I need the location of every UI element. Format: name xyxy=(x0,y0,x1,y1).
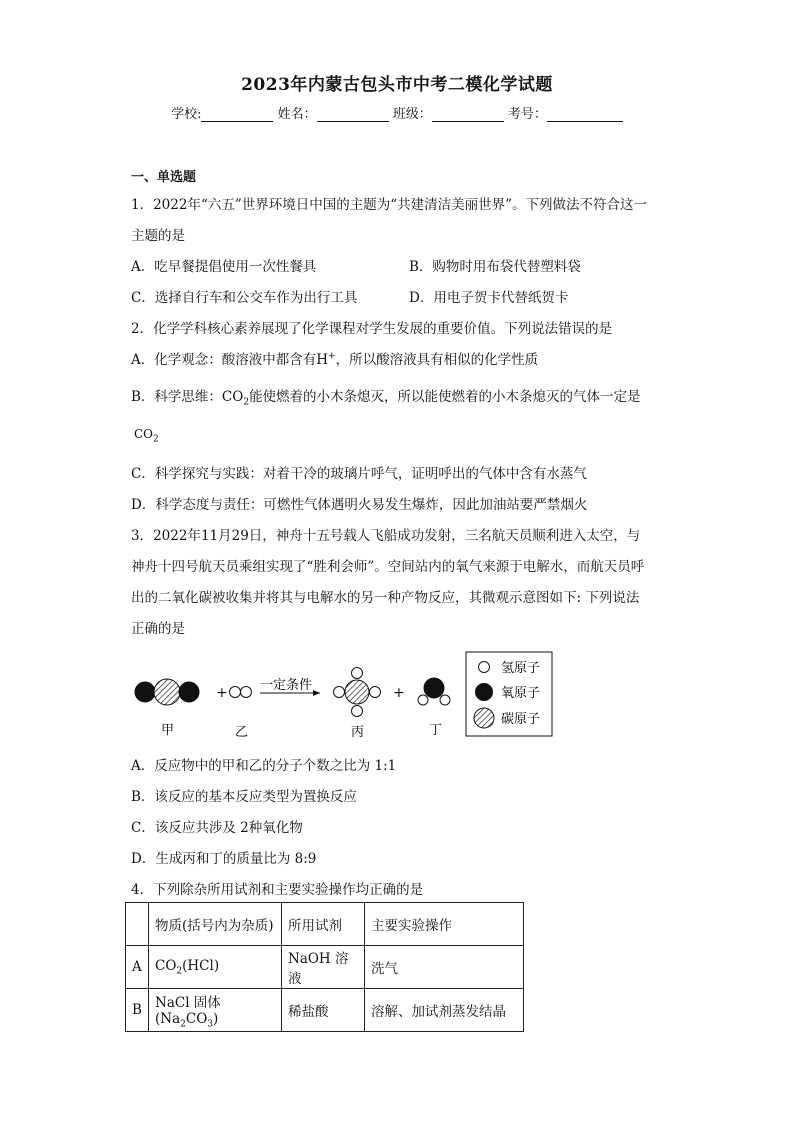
q2-option-a: A．化学观念：酸溶液中都含有H+，所以酸溶液具有相似的化学性质 xyxy=(131,351,539,368)
school-blank[interactable] xyxy=(201,107,273,122)
section-heading: 一、单选题 xyxy=(131,170,197,185)
name-blank[interactable] xyxy=(317,107,389,122)
q4-options-table xyxy=(125,902,524,1032)
table-header-cell: 主要实验操作 xyxy=(365,903,524,946)
label-yi: 乙 xyxy=(235,725,249,740)
exam-number-label: 考号： xyxy=(507,107,547,122)
row-substance: $CO_2(HCl)$ xyxy=(149,946,282,989)
table-row xyxy=(126,946,524,989)
q4-stem: 4．下列除杂所用试剂和主要实验操作均正确的是 xyxy=(131,882,424,898)
label-jia: 甲 xyxy=(161,723,175,738)
row-substance: NaCl 固体$(Na_2CO_3)$ xyxy=(149,989,282,1032)
reaction-diagram xyxy=(125,648,555,744)
q2-option-d: D．科学态度与责任：可燃性气体遇明火易发生爆炸，因此加油站要严禁烟火 xyxy=(131,497,588,513)
exam-number-blank[interactable] xyxy=(547,107,623,122)
q3-stem-line2: 神舟十四号航天员乘组实现了“胜利会师”。空间站内的氧气来源于电解水，而航天员呼 xyxy=(131,559,645,575)
legend-o-label: 氧原子 xyxy=(501,686,541,701)
q3-stem-line1: 3．2022年11月29日，神舟十五号载人飞船成功发射，三名航天员顺利进入太空，与 xyxy=(131,528,641,544)
q2-option-b-line2: $CO_2$ xyxy=(134,427,159,445)
row-reagent: 稀盐酸 xyxy=(282,989,365,1032)
q1-stem-line1: 1．2022年“六五”世界环境日中国的主题为“共建清洁美丽世界”。下列做法不符合这一 xyxy=(131,197,648,213)
legend-o-icon xyxy=(475,683,493,701)
q1-option-d: D．用电子贺卡代替纸贺卡 xyxy=(409,290,569,306)
row-operation: 溶解、加试剂蒸发结晶 xyxy=(365,989,524,1032)
molecule-yi-h2 xyxy=(230,687,252,698)
plus-sign-2: + xyxy=(393,685,405,701)
legend-h-icon xyxy=(479,662,490,673)
name-label: 姓名： xyxy=(277,107,317,122)
label-ding: 丁 xyxy=(429,723,443,738)
page-title: 2023年内蒙古包头市中考二模化学试题 xyxy=(241,75,553,95)
molecule-bing-ch4 xyxy=(334,668,381,717)
q3-option-b: B．该反应的基本反应类型为置换反应 xyxy=(131,789,357,805)
legend-h-label: 氢原子 xyxy=(501,661,541,676)
q3-option-d: D．生成丙和丁的质量比为 8:9 xyxy=(131,851,317,867)
q1-option-a: A．吃早餐提倡使用一次性餐具 xyxy=(131,259,317,275)
class-label: 班级： xyxy=(392,107,432,122)
q1-stem-line2: 主题的是 xyxy=(131,228,185,244)
q1-option-c: C．选择自行车和公交车作为出行工具 xyxy=(131,290,358,306)
row-id: A xyxy=(126,946,149,989)
legend-c-label: 碳原子 xyxy=(501,712,541,727)
student-info-row xyxy=(0,103,794,122)
table-row xyxy=(126,989,524,1032)
q1-option-b: B．购物时用布袋代替塑料袋 xyxy=(409,259,581,275)
q3-option-a: A．反应物中的甲和乙的分子个数之比为 1:1 xyxy=(131,758,397,774)
label-bing: 丙 xyxy=(351,725,365,740)
molecule-jia-co2 xyxy=(135,679,199,705)
q3-option-c: C．该反应共涉及 2种氧化物 xyxy=(131,820,303,836)
plus-sign-1: + xyxy=(216,685,228,701)
q3-stem-line3: 出的二氧化碳被收集并将其与电解水的另一种产物反应，其微观示意图如下: 下列说法 xyxy=(131,590,640,606)
q2-option-b: B．科学思维：$CO_2$能使燃着的小木条熄灭，所以能使燃着的小木条熄灭的气体一定是 xyxy=(131,389,641,408)
row-operation: 洗气 xyxy=(365,946,524,989)
reaction-condition: 一定条件 xyxy=(260,678,313,693)
table-header-cell: 所用试剂 xyxy=(282,903,365,946)
class-blank[interactable] xyxy=(432,107,504,122)
q3-stem-line4: 正确的是 xyxy=(131,621,185,637)
table-header-row xyxy=(126,903,524,946)
molecule-ding-h2o xyxy=(418,678,450,705)
arrow-head-icon xyxy=(313,690,320,696)
school-label: 学校: xyxy=(171,107,202,122)
table-header-cell xyxy=(126,903,149,946)
q2-option-c: C．科学探究与实践：对着干冷的玻璃片呼气，证明呼出的气体中含有水蒸气 xyxy=(131,466,587,482)
row-reagent: NaOH 溶液 xyxy=(282,946,365,989)
q2-stem: 2．化学学科核心素养展现了化学课程对学生发展的重要价值。下列说法错误的是 xyxy=(131,321,613,337)
table-header-cell: 物质(括号内为杂质) xyxy=(149,903,282,946)
legend-c-icon xyxy=(474,708,494,728)
row-id: B xyxy=(126,989,149,1032)
